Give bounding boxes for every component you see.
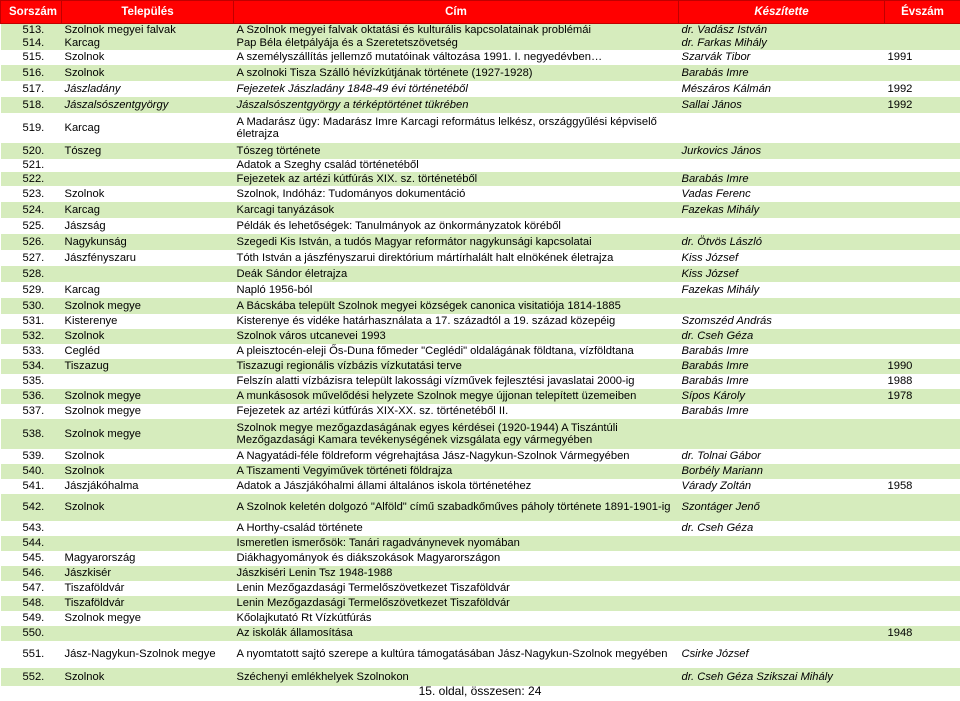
row-year bbox=[885, 596, 960, 611]
row-author: Vadas Ferenc bbox=[679, 186, 885, 202]
row-title: Az iskolák államosítása bbox=[234, 626, 679, 641]
row-place bbox=[62, 374, 234, 389]
row-author bbox=[679, 626, 885, 641]
row-title: Ismeretlen ismerősök: Tanári ragadványnevek nyomában bbox=[234, 536, 679, 551]
row-year bbox=[885, 494, 960, 521]
header-keszitette: Készítette bbox=[679, 1, 885, 24]
row-author: Fazekas Mihály bbox=[679, 282, 885, 298]
row-title: Deák Sándor életrajza bbox=[234, 266, 679, 282]
row-place: Jászkisér bbox=[62, 566, 234, 581]
row-place: Jász-Nagykun-Szolnok megye bbox=[62, 641, 234, 668]
table-row bbox=[1, 314, 960, 329]
row-title: A Horthy-család története bbox=[234, 521, 679, 536]
table-row bbox=[1, 536, 960, 551]
row-number: 546. bbox=[1, 566, 62, 581]
row-author: Borbély Mariann bbox=[679, 464, 885, 479]
row-title: A Tiszamenti Vegyiművek történeti földrajza bbox=[234, 464, 679, 479]
row-number: 545. bbox=[1, 551, 62, 566]
row-year bbox=[885, 668, 960, 686]
row-number: 521. bbox=[1, 159, 62, 172]
row-number: 523. bbox=[1, 186, 62, 202]
table-row bbox=[1, 581, 960, 596]
table-row bbox=[1, 449, 960, 464]
row-title: Szolnok város utcanevei 1993 bbox=[234, 329, 679, 344]
row-year bbox=[885, 266, 960, 282]
row-year bbox=[885, 250, 960, 266]
row-place: Szolnok bbox=[62, 50, 234, 65]
row-title: Pap Béla életpályája és a Szeretetszövetség bbox=[234, 37, 679, 50]
row-number: 536. bbox=[1, 389, 62, 404]
row-number: 552. bbox=[1, 668, 62, 686]
row-title: A munkásosok művelődési helyzete Szolnok megye újjonan telepített üzemeiben bbox=[234, 389, 679, 404]
row-year bbox=[885, 566, 960, 581]
table-row bbox=[1, 626, 960, 641]
row-year bbox=[885, 449, 960, 464]
table-row bbox=[1, 611, 960, 626]
row-number: 547. bbox=[1, 581, 62, 596]
row-place: Szolnok megye bbox=[62, 298, 234, 314]
row-year bbox=[885, 419, 960, 449]
row-author bbox=[679, 611, 885, 626]
row-title: Példák és lehetőségek: Tanulmányok az önkormányzatok köréből bbox=[234, 218, 679, 234]
row-author: Barabás Imre bbox=[679, 344, 885, 359]
table-row bbox=[1, 113, 960, 143]
table-row bbox=[1, 389, 960, 404]
row-number: 544. bbox=[1, 536, 62, 551]
row-year bbox=[885, 641, 960, 668]
row-place: Jászjákóhalma bbox=[62, 479, 234, 494]
row-year bbox=[885, 551, 960, 566]
row-author bbox=[679, 113, 885, 143]
table-row bbox=[1, 186, 960, 202]
row-year bbox=[885, 314, 960, 329]
table-row bbox=[1, 329, 960, 344]
row-number: 527. bbox=[1, 250, 62, 266]
row-number: 539. bbox=[1, 449, 62, 464]
row-place bbox=[62, 521, 234, 536]
row-place: Szolnok megye bbox=[62, 611, 234, 626]
row-title: Szegedi Kis István, a tudós Magyar reformátor nagykunsági kapcsolatai bbox=[234, 234, 679, 250]
table-row bbox=[1, 566, 960, 581]
row-author: dr. Farkas Mihály bbox=[679, 37, 885, 50]
row-year bbox=[885, 37, 960, 50]
row-number: 525. bbox=[1, 218, 62, 234]
table-row bbox=[1, 37, 960, 50]
row-year bbox=[885, 202, 960, 218]
row-title: A Madarász ügy: Madarász Imre Karcagi református lelkész, országgyűlési képviselő életrajza bbox=[234, 113, 679, 143]
row-place: Szolnok megyei falvak bbox=[62, 24, 234, 37]
row-author: Szontáger Jenő bbox=[679, 494, 885, 521]
row-title: Kisterenye és vidéke határhasználata a 17. századtól a 19. század közepéig bbox=[234, 314, 679, 329]
row-number: 517. bbox=[1, 81, 62, 97]
row-place: Kisterenye bbox=[62, 314, 234, 329]
row-title: Lenin Mezőgazdasági Termelőszövetkezet Tiszaföldvár bbox=[234, 581, 679, 596]
row-author: Barabás Imre bbox=[679, 359, 885, 374]
page-footer: 15. oldal, összesen: 24 bbox=[418, 684, 542, 698]
table-row bbox=[1, 298, 960, 314]
row-year bbox=[885, 536, 960, 551]
row-title: Kőolajkutató Rt Vízkútfúrás bbox=[234, 611, 679, 626]
table-row bbox=[1, 479, 960, 494]
row-title: A nyomtatott sajtó szerepe a kultúra támogatásában Jász-Nagykun-Szolnok megyében bbox=[234, 641, 679, 668]
table-row bbox=[1, 202, 960, 218]
row-place: Nagykunság bbox=[62, 234, 234, 250]
row-place: Karcag bbox=[62, 282, 234, 298]
row-title: Lenin Mezőgazdasági Termelőszövetkezet Tiszaföldvár bbox=[234, 596, 679, 611]
row-title: Adatok a Jászjákóhalmi állami általános iskola történetéhez bbox=[234, 479, 679, 494]
table-row bbox=[1, 24, 960, 37]
row-title: Szolnok, Indóház: Tudományos dokumentáció bbox=[234, 186, 679, 202]
row-title: Tóth István a jászfényszarui direktórium mártírhalált halt elnökének életrajza bbox=[234, 250, 679, 266]
row-place: Tiszazug bbox=[62, 359, 234, 374]
row-author: Barabás Imre bbox=[679, 374, 885, 389]
table-row bbox=[1, 172, 960, 186]
row-title: Szolnok megye mezőgazdaságának egyes kérdései (1920-1944) A Tiszántúli Mezőgazdasági Kamara tevékenységének vizsgálata egy vármegyében bbox=[234, 419, 679, 449]
row-place: Tiszaföldvár bbox=[62, 596, 234, 611]
row-place: Szolnok bbox=[62, 464, 234, 479]
row-year: 1958 bbox=[885, 479, 960, 494]
row-author: dr. Tolnai Gábor bbox=[679, 449, 885, 464]
row-year bbox=[885, 218, 960, 234]
row-title: Széchenyi emlékhelyek Szolnokon bbox=[234, 668, 679, 686]
row-place bbox=[62, 536, 234, 551]
row-author: Csirke József bbox=[679, 641, 885, 668]
row-year: 1978 bbox=[885, 389, 960, 404]
row-place: Szolnok megye bbox=[62, 419, 234, 449]
row-title: A Szolnok megyei falvak oktatási és kulturális kapcsolatainak problémái bbox=[234, 24, 679, 37]
row-number: 531. bbox=[1, 314, 62, 329]
row-year bbox=[885, 344, 960, 359]
table-row bbox=[1, 596, 960, 611]
row-title: Napló 1956-ból bbox=[234, 282, 679, 298]
table-row bbox=[1, 159, 960, 172]
row-author bbox=[679, 596, 885, 611]
row-place: Tiszaföldvár bbox=[62, 581, 234, 596]
row-author: Szomszéd András bbox=[679, 314, 885, 329]
table-row bbox=[1, 50, 960, 65]
row-author: dr. Cseh Géza bbox=[679, 521, 885, 536]
table-row bbox=[1, 344, 960, 359]
row-author bbox=[679, 298, 885, 314]
row-year bbox=[885, 65, 960, 81]
row-number: 538. bbox=[1, 419, 62, 449]
row-year: 1991 bbox=[885, 50, 960, 65]
row-year bbox=[885, 298, 960, 314]
row-place: Magyarország bbox=[62, 551, 234, 566]
row-year bbox=[885, 172, 960, 186]
row-author: Barabás Imre bbox=[679, 404, 885, 419]
row-title: A személyszállítás jellemző mutatóinak változása 1991. I. negyedévben… bbox=[234, 50, 679, 65]
row-title: A Bácskába települt Szolnok megyei községek canonica visitatiója 1814-1885 bbox=[234, 298, 679, 314]
table-row bbox=[1, 250, 960, 266]
row-number: 543. bbox=[1, 521, 62, 536]
row-place bbox=[62, 626, 234, 641]
row-number: 518. bbox=[1, 97, 62, 113]
row-author: dr. Cseh Géza Szikszai Mihály bbox=[679, 668, 885, 686]
row-number: 551. bbox=[1, 641, 62, 668]
row-place: Jászladány bbox=[62, 81, 234, 97]
row-title: Karcagi tanyázások bbox=[234, 202, 679, 218]
row-title: A szolnoki Tisza Szálló hévízkútjának története (1927-1928) bbox=[234, 65, 679, 81]
row-author: Jurkovics János bbox=[679, 143, 885, 159]
row-number: 515. bbox=[1, 50, 62, 65]
table-row bbox=[1, 419, 960, 449]
row-title: Jászalsószentgyörgy a térképtörténet tükrében bbox=[234, 97, 679, 113]
row-number: 513. bbox=[1, 24, 62, 37]
row-year bbox=[885, 24, 960, 37]
row-year bbox=[885, 521, 960, 536]
row-author: dr. Cseh Géza bbox=[679, 329, 885, 344]
row-author: Kiss József bbox=[679, 266, 885, 282]
row-title: Fejezetek az artézi kútfúrás XIX. sz. történetéből bbox=[234, 172, 679, 186]
row-author bbox=[679, 536, 885, 551]
row-place: Jászfényszaru bbox=[62, 250, 234, 266]
table-row bbox=[1, 464, 960, 479]
header-telepules: Település bbox=[62, 1, 234, 24]
row-year: 1988 bbox=[885, 374, 960, 389]
row-title: Felszín alatti vízbázisra települt lakossági vízművek fejlesztési javaslatai 2000-ig bbox=[234, 374, 679, 389]
row-title: A pleisztocén-eleji Ős-Duna főmeder "Ceglédi" oldalágának földtana, vízföldtana bbox=[234, 344, 679, 359]
row-year: 1948 bbox=[885, 626, 960, 641]
row-year bbox=[885, 611, 960, 626]
row-place: Karcag bbox=[62, 202, 234, 218]
row-author bbox=[679, 419, 885, 449]
row-title: A Szolnok keletén dolgozó "Alföld" című szabadkőműves páholy története 1891-1901-ig bbox=[234, 494, 679, 521]
row-number: 530. bbox=[1, 298, 62, 314]
row-author bbox=[679, 159, 885, 172]
row-year bbox=[885, 186, 960, 202]
row-place: Szolnok bbox=[62, 186, 234, 202]
row-title: Jászkiséri Lenin Tsz 1948-1988 bbox=[234, 566, 679, 581]
row-year: 1990 bbox=[885, 359, 960, 374]
row-number: 524. bbox=[1, 202, 62, 218]
row-title: A Nagyatádi-féle földreform végrehajtása Jász-Nagykun-Szolnok Vármegyében bbox=[234, 449, 679, 464]
row-author bbox=[679, 581, 885, 596]
table-row bbox=[1, 143, 960, 159]
table-row bbox=[1, 494, 960, 521]
row-place: Szolnok megye bbox=[62, 389, 234, 404]
row-place: Tószeg bbox=[62, 143, 234, 159]
row-number: 534. bbox=[1, 359, 62, 374]
row-number: 514. bbox=[1, 37, 62, 50]
row-number: 540. bbox=[1, 464, 62, 479]
row-number: 516. bbox=[1, 65, 62, 81]
row-title: Diákhagyományok és diákszokások Magyarországon bbox=[234, 551, 679, 566]
table-row bbox=[1, 374, 960, 389]
row-year bbox=[885, 329, 960, 344]
row-title: Fejezetek az artézi kútfúrás XIX-XX. sz. történetéből II. bbox=[234, 404, 679, 419]
row-number: 528. bbox=[1, 266, 62, 282]
row-number: 533. bbox=[1, 344, 62, 359]
table-row bbox=[1, 668, 960, 686]
row-number: 520. bbox=[1, 143, 62, 159]
row-number: 550. bbox=[1, 626, 62, 641]
table-body bbox=[1, 24, 960, 686]
row-author: dr. Vadász István bbox=[679, 24, 885, 37]
row-number: 537. bbox=[1, 404, 62, 419]
row-author: Mészáros Kálmán bbox=[679, 81, 885, 97]
row-title: Fejezetek Jászladány 1848-49 évi történetéből bbox=[234, 81, 679, 97]
row-author: Sípos Károly bbox=[679, 389, 885, 404]
row-place: Szolnok bbox=[62, 65, 234, 81]
row-year bbox=[885, 113, 960, 143]
row-author: dr. Ötvös László bbox=[679, 234, 885, 250]
row-place: Szolnok bbox=[62, 494, 234, 521]
header-sorszam: Sorszám bbox=[1, 1, 62, 24]
row-place bbox=[62, 266, 234, 282]
row-place: Jászalsószentgyörgy bbox=[62, 97, 234, 113]
row-author: Szarvák Tibor bbox=[679, 50, 885, 65]
row-title: Tószeg története bbox=[234, 143, 679, 159]
row-author: Sallai János bbox=[679, 97, 885, 113]
row-number: 529. bbox=[1, 282, 62, 298]
row-author bbox=[679, 218, 885, 234]
row-year bbox=[885, 464, 960, 479]
row-number: 549. bbox=[1, 611, 62, 626]
row-year bbox=[885, 581, 960, 596]
row-number: 535. bbox=[1, 374, 62, 389]
table-row bbox=[1, 359, 960, 374]
row-author: Várady Zoltán bbox=[679, 479, 885, 494]
row-title: Adatok a Szeghy család történetéből bbox=[234, 159, 679, 172]
row-year bbox=[885, 234, 960, 250]
row-place bbox=[62, 159, 234, 172]
row-place: Szolnok megye bbox=[62, 404, 234, 419]
table-row bbox=[1, 218, 960, 234]
row-author: Barabás Imre bbox=[679, 172, 885, 186]
row-place: Jászság bbox=[62, 218, 234, 234]
row-author: Kiss József bbox=[679, 250, 885, 266]
row-number: 548. bbox=[1, 596, 62, 611]
row-title: Tiszazugi regionális vízbázis vízkutatási terve bbox=[234, 359, 679, 374]
row-number: 532. bbox=[1, 329, 62, 344]
row-year bbox=[885, 404, 960, 419]
table-row bbox=[1, 641, 960, 668]
row-number: 542. bbox=[1, 494, 62, 521]
row-year bbox=[885, 282, 960, 298]
row-place: Szolnok bbox=[62, 449, 234, 464]
row-number: 526. bbox=[1, 234, 62, 250]
header-evszam: Évszám bbox=[885, 1, 960, 24]
table-row bbox=[1, 521, 960, 536]
row-place: Karcag bbox=[62, 113, 234, 143]
row-place: Karcag bbox=[62, 37, 234, 50]
row-author bbox=[679, 566, 885, 581]
row-author: Barabás Imre bbox=[679, 65, 885, 81]
row-place: Cegléd bbox=[62, 344, 234, 359]
row-place: Szolnok bbox=[62, 668, 234, 686]
row-year bbox=[885, 159, 960, 172]
row-year: 1992 bbox=[885, 97, 960, 113]
row-author: Fazekas Mihály bbox=[679, 202, 885, 218]
table-row bbox=[1, 65, 960, 81]
row-place bbox=[62, 172, 234, 186]
header-cim: Cím bbox=[234, 1, 679, 24]
row-place: Szolnok bbox=[62, 329, 234, 344]
row-number: 519. bbox=[1, 113, 62, 143]
row-author bbox=[679, 551, 885, 566]
header-row bbox=[1, 1, 960, 24]
row-number: 522. bbox=[1, 172, 62, 186]
row-year: 1992 bbox=[885, 81, 960, 97]
table-row bbox=[1, 97, 960, 113]
table-row bbox=[1, 81, 960, 97]
table-row bbox=[1, 404, 960, 419]
table-row bbox=[1, 234, 960, 250]
table-row bbox=[1, 551, 960, 566]
table-row bbox=[1, 266, 960, 282]
table-row bbox=[1, 282, 960, 298]
row-year bbox=[885, 143, 960, 159]
row-number: 541. bbox=[1, 479, 62, 494]
